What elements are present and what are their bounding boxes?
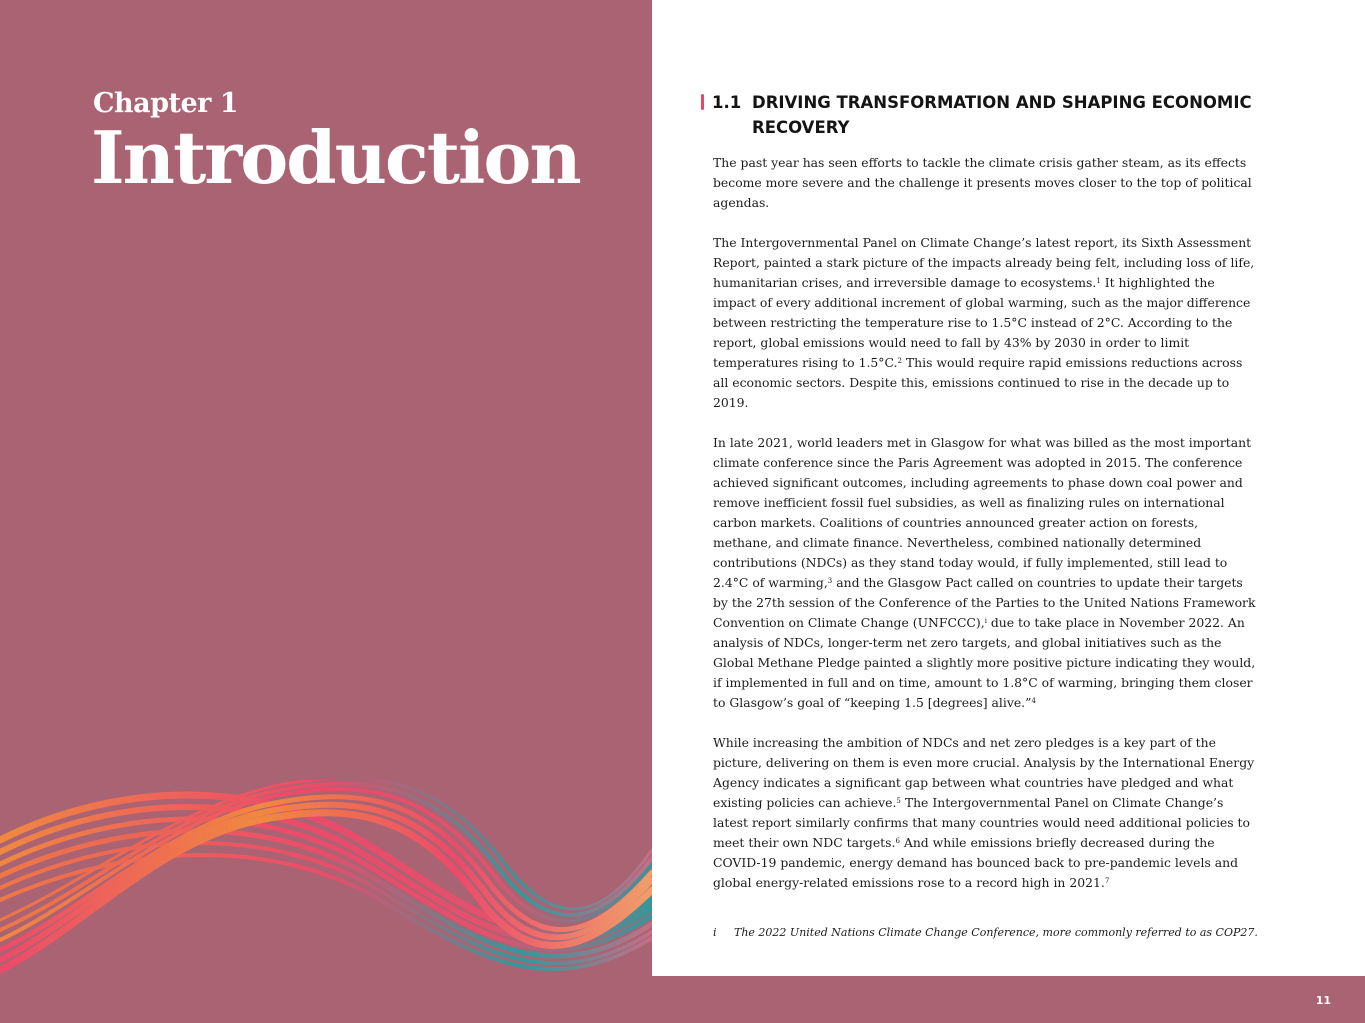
section-number: 1.1 <box>712 93 742 112</box>
section-title: DRIVING TRANSFORMATION AND SHAPING ECONOMIC RECOVERY <box>752 93 1252 137</box>
footnote-text: The 2022 United Nations Climate Change Conference, more commonly referred to as COP27. <box>734 926 1258 939</box>
section-marker-bar <box>701 94 704 110</box>
footnote-ref[interactable]: 1 <box>1096 277 1101 285</box>
chapter-title: Introduction <box>91 115 580 200</box>
footnote-ref[interactable]: 3 <box>827 577 833 585</box>
footnote-ref[interactable]: 2 <box>897 357 902 365</box>
page-footer-bar <box>0 976 1365 1023</box>
paragraph-4: While increasing the ambition of NDCs and net zero pledges is a key part of the picture, delivering on them is even more crucial. Analysis by the International Energy Agency indicates a significant gap between what countries have pledged and what existing policies can achieve.$^5$ The Intergovernmental Panel on Climate Change’s latest report similarly confirms that many countries would need additional policies to meet their own NDC targets.$^6$ And while emissions briefly decreased during the COVID-19 pandemic, energy demand has bounced back to pre-pandemic levels and global energy-related emissions rose to a record high in 2021.$^7$ <box>713 735 1255 890</box>
footnote-ref[interactable]: i <box>984 617 987 625</box>
article-body <box>713 153 1258 913</box>
chapter-cover-panel <box>0 0 652 976</box>
paragraph-1: The past year has seen efforts to tackle the climate crisis gather steam, as its effects become more severe and the challenge it presents moves closer to the top of political agendas. <box>713 155 1252 210</box>
footnote-ref[interactable]: 4 <box>1031 697 1036 705</box>
footnote-marker: i <box>713 926 717 939</box>
footnote-ref[interactable]: 7 <box>1104 877 1110 885</box>
article-panel <box>652 0 1365 976</box>
decorative-wave-graphic <box>0 780 652 976</box>
footnote <box>713 926 1273 939</box>
footnote-ref[interactable]: 6 <box>895 837 900 845</box>
paragraph-2: The Intergovernmental Panel on Climate Change’s latest report, its Sixth Assessment Report, painted a stark picture of the impacts already being felt, including loss of life, humanitarian crises, and irreversible damage to ecosystems.$^1$ It highlighted the impact of every additional increment of global warming, such as the major difference between restricting the temperature rise to 1.5°C instead of 2°C. According to the report, global emissions would need to fall by 43% by 2030 in order to limit temperatures rising to 1.5°C.$^2$ This would require rapid emissions reductions across all economic sectors. Despite this, emissions continued to rise in the decade up to 2019. <box>713 235 1255 410</box>
paragraph-3: In late 2021, world leaders met in Glasgow for what was billed as the most important climate conference since the Paris Agreement was adopted in 2015. The conference achieved significant outcomes, including agreements to phase down coal power and remove inefficient fossil fuel subsidies, as well as finalizing rules on international carbon markets. Coalitions of countries announced greater action on forests, methane, and climate finance. Nevertheless, combined nationally determined contributions (NDCs) as they stand today would, if fully implemented, still lead to 2.4°C of warming,$^3$ and the Glasgow Pact called on countries to update their targets by the 27th session of the Conference of the Parties to the United Nations Framework Convention on Climate Change (UNFCCC),$^i$ due to take place in November 2022. An analysis of NDCs, longer-term net zero targets, and global initiatives such as the Global Methane Pledge painted a slightly more positive picture indicating they would, if implemented in full and on time, amount to 1.8°C of warming, bringing them closer to Glasgow’s goal of “keeping 1.5 [degrees] alive.”$^4$ <box>713 435 1256 710</box>
footnote-ref[interactable]: 5 <box>896 797 901 805</box>
page-number: 11 <box>1315 994 1331 1007</box>
chapter-label: Chapter 1 <box>93 88 239 119</box>
